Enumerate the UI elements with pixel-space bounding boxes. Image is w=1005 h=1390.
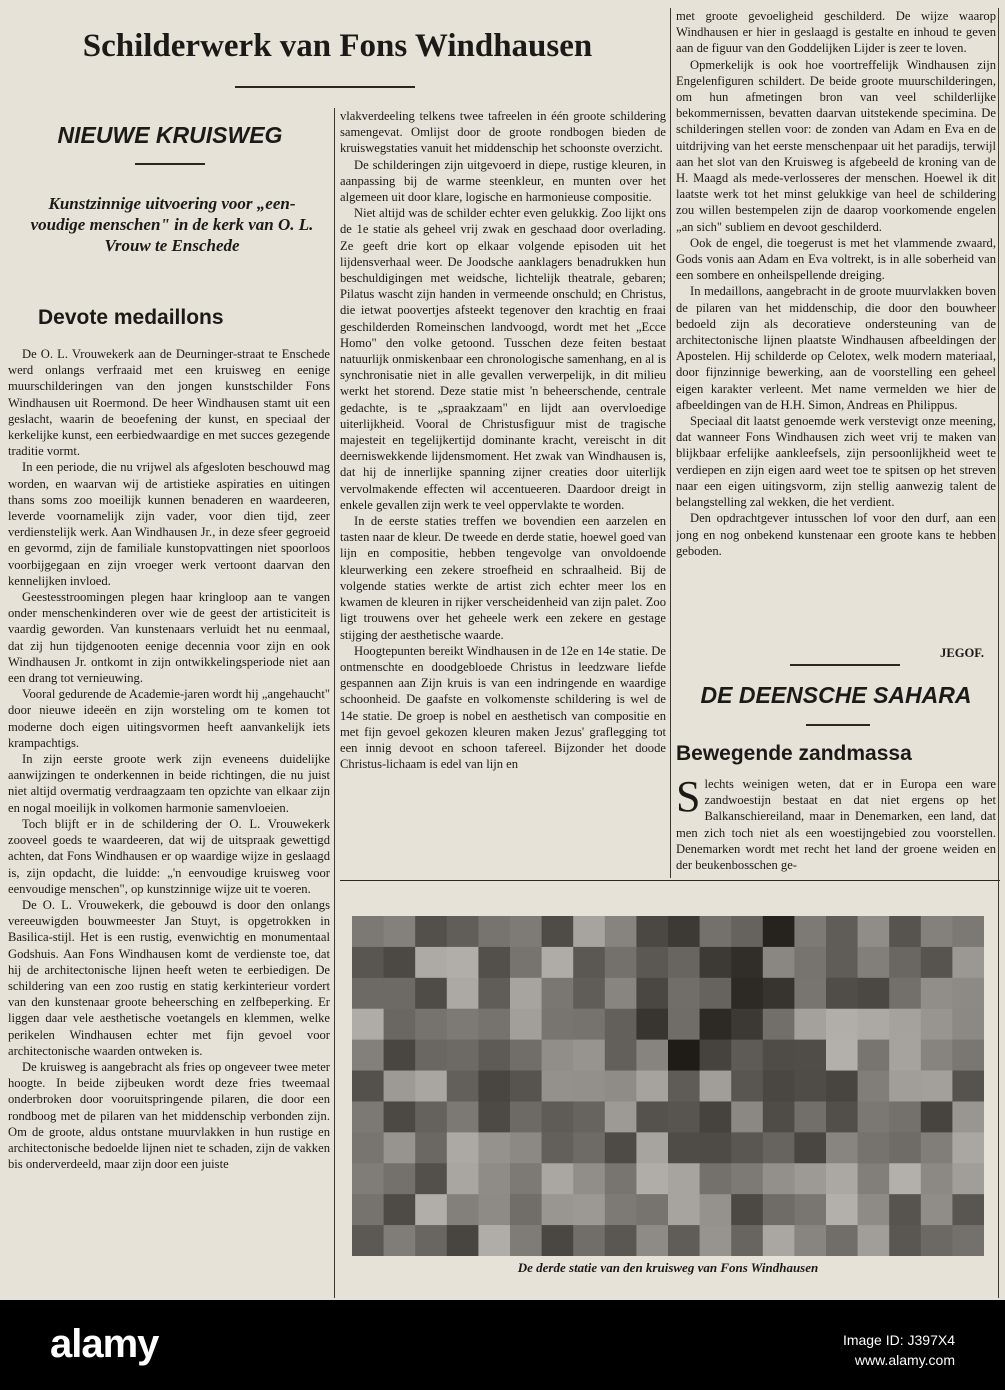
mosaic-tile [952, 1132, 984, 1163]
mosaic-tile [826, 978, 858, 1009]
mosaic-tile [352, 1071, 384, 1102]
mosaic-tile [510, 1009, 542, 1040]
mosaic-tile [794, 916, 826, 947]
mosaic-tile [605, 1040, 637, 1071]
mosaic-tile [889, 916, 921, 947]
mosaic-tile [542, 1101, 574, 1132]
mosaic-tile [384, 916, 416, 947]
mosaic-tile [668, 1009, 700, 1040]
mosaic-tile [605, 1101, 637, 1132]
mosaic-tile [447, 1040, 479, 1071]
mosaic-tile [636, 1225, 668, 1256]
mosaic-tile [573, 1071, 605, 1102]
mosaic-tile [826, 1163, 858, 1194]
mosaic-tile [605, 978, 637, 1009]
mosaic-tile [415, 1163, 447, 1194]
mosaic-tile [415, 1071, 447, 1102]
mosaic-tile [952, 1071, 984, 1102]
mosaic-tile [731, 1163, 763, 1194]
paragraph: Opmerkelijk is ook hoe voortreffelijk Windhausen zijn Engelenfiguren schildert. De beide groote muurschilderingen, om hun afmetingen bron van veel schilderlijke bekommernissen, bevatten daarvan uitstekende specimina. De schilderingen stellen voor: de zonden van Adam en Eva en de uitdrijving van het eerste menschenpaar uit het paradijs, terwijl aan het slot van den Kruisweg is afgebeeld de kroning van de H. Maagd als mede-verlosseres der menschen. Hoewel ik dit laatste werk tot het minst gelukkige van heel de schildering zou willen bestempelen zijn de daarop voorkomende engelen „an sich" subliem en devoot geschilderd. [676, 57, 996, 234]
photo-caption: De derde statie van den kruisweg van Fons Windhausen [517, 1260, 819, 1275]
mosaic-tile [921, 978, 953, 1009]
kicker-deensche-sahara: DE DEENSCHE SAHARA [700, 682, 972, 708]
mosaic-tile [384, 1225, 416, 1256]
kicker-rule [806, 724, 870, 726]
mosaic-tile [668, 916, 700, 947]
mosaic-tile [826, 1040, 858, 1071]
mosaic-tile [478, 916, 510, 947]
article-column-2 [340, 108, 666, 878]
paragraph: Toch blijft er in de schildering der O. L. Vrouwekerk zooveel goeds te waardeeren, dat wij de uitspraak gewettigd achten, dat Fons Windhausen er op waardige wijze in geslaagd is, zijn opdacht, die luidde: „'n eenvoudige kruisweg voor eenvoudige menschen", op kunstzinnige wijze uit te voeren. [8, 816, 330, 896]
mosaic-tile [858, 1071, 890, 1102]
mosaic-tile [763, 1009, 795, 1040]
mosaic-tile [889, 1132, 921, 1163]
article-column-3 [676, 8, 996, 642]
mosaic-tile [573, 1132, 605, 1163]
mosaic-tile [636, 978, 668, 1009]
mosaic-tile [921, 1040, 953, 1071]
mosaic-tile [542, 916, 574, 947]
mosaic-tile [763, 1225, 795, 1256]
mosaic-tile [826, 1132, 858, 1163]
mosaic-tile [731, 916, 763, 947]
mosaic-tile [605, 1225, 637, 1256]
mosaic-tile [352, 1101, 384, 1132]
drop-cap: S [676, 776, 701, 821]
mosaic-tile [573, 916, 605, 947]
mosaic-tile [636, 1132, 668, 1163]
mosaic-tile [384, 1071, 416, 1102]
article-column-1 [8, 346, 330, 1300]
mosaic-tile [605, 1071, 637, 1102]
mosaic-tile [731, 1040, 763, 1071]
mosaic-tile [668, 1225, 700, 1256]
mosaic-tile [352, 978, 384, 1009]
mosaic-tile [668, 1040, 700, 1071]
mosaic-tile [636, 1194, 668, 1225]
mosaic-tile [384, 1009, 416, 1040]
kicker-nieuwe-kruisweg: NIEUWE KRUISWEG [57, 122, 283, 148]
mosaic-tile [794, 1101, 826, 1132]
mosaic-tile [889, 1225, 921, 1256]
mosaic-tile [542, 1163, 574, 1194]
mosaic-tile [573, 1163, 605, 1194]
mosaic-tile [921, 1132, 953, 1163]
mosaic-tile [384, 947, 416, 978]
mosaic-tile [605, 1132, 637, 1163]
mosaic-tile [731, 978, 763, 1009]
mosaic-tile [573, 1225, 605, 1256]
mosaic-tile [731, 1194, 763, 1225]
mosaic-tile [700, 1163, 732, 1194]
mosaic-tile [415, 1225, 447, 1256]
mosaic-tile [605, 1009, 637, 1040]
mosaic-tile [573, 1194, 605, 1225]
mosaic-tile [636, 1040, 668, 1071]
image-url: www.alamy.com [854, 1352, 955, 1368]
mosaic-tile [352, 947, 384, 978]
mosaic-tile [478, 1225, 510, 1256]
mosaic-tile [763, 1071, 795, 1102]
mosaic-tile [921, 947, 953, 978]
mosaic-tile [952, 1009, 984, 1040]
mosaic-tile [921, 1101, 953, 1132]
paragraph: met groote gevoeligheid geschilderd. De wijze waarop Windhausen er hier in geslaagd is gestalte en inhoud te geven aan de figuur van den Goddelijken Lijder is zeer te loven. [676, 9, 996, 56]
mosaic-tile [700, 1194, 732, 1225]
mosaic-tile [384, 978, 416, 1009]
mosaic-tile [510, 1132, 542, 1163]
mosaic-tile [478, 947, 510, 978]
mosaic-tile [384, 1040, 416, 1071]
subhead-devote-medaillons: Devote medaillons [38, 306, 224, 329]
mosaic-tile [700, 1225, 732, 1256]
mosaic-tile [826, 1009, 858, 1040]
subhead-bewegende-zandmassa: Bewegende zandmassa [676, 742, 912, 765]
mosaic-tile [636, 947, 668, 978]
mosaic-tile [668, 1101, 700, 1132]
mosaic-tile [510, 1101, 542, 1132]
paragraph: lechts weinigen weten, dat er in Europa een ware zandwoestijn bestaat en dat niet ergens op het Balkanschiereiland, maar in Denemarken, een land, dat men zich toch niet als een woestijngebied zou voorstellen. Denemarken wordt met recht het land der groene weiden en der beukenbosschen ge- [676, 777, 996, 873]
mosaic-tile [731, 1071, 763, 1102]
mosaic-tile [889, 1101, 921, 1132]
mosaic-tile [889, 1194, 921, 1225]
mosaic-tile [858, 947, 890, 978]
paragraph: Geestesstroomingen plegen haar kringloop aan te vangen onder menschenkinderen over wie de geest der artisticiteit is vaardig geworden. Van kunstenaars verluidt het nu eenmaal, dat zij hun tijdgenooten eenige decennia voor zijn en ook Windhausen Jr. ontkomt in zijn ontwikkelingsperiode niet aan een drang tot vernieuwing. [8, 590, 330, 686]
mosaic-tile [858, 1163, 890, 1194]
mosaic-tile [415, 1194, 447, 1225]
mosaic-tile [352, 1163, 384, 1194]
mosaic-tile [510, 1040, 542, 1071]
mosaic-tile [605, 1194, 637, 1225]
mosaic-tile [542, 1225, 574, 1256]
mosaic-tile [352, 916, 384, 947]
mosaic-tile [858, 1194, 890, 1225]
mosaic-tile [478, 1163, 510, 1194]
mosaic-tile [478, 1071, 510, 1102]
column-divider [334, 108, 335, 1298]
mosaic-tile [384, 1132, 416, 1163]
paragraph: De O. L. Vrouwekerk, die gebouwd is door den onlangs vereeuwigden bouwmeester Jan Stuyt, is opgetrokken in Basilica-stijl. Het is een rustig, evenwichtig en monumentaal Godshuis. Aan Fons Windhausen komt de verdienste toe, dat hij de architectonische lijnen heeft weten te eerbiedigen. De schildering van een zoo rustig en statig kerkinterieur vordert van den kunstenaar groote beheersching en zelfbeperking. Er liggen daar vele aesthetische voetangels en klemmen, welke perikelen Windhausen echter met fijn gevoel voor architectonische waarden ontweken is. [8, 897, 330, 1058]
mosaic-tile [510, 978, 542, 1009]
mosaic-tile [763, 1040, 795, 1071]
paragraph: De O. L. Vrouwekerk aan de Deurninger-straat te Enschede werd onlangs verfraaid met een kruisweg en eenige muurschilderingen van den jongen kunstschilder Fons Windhausen uit Roermond. De heer Windhausen stamt uit een geslacht, waarin de beoefening der kunst, en speciaal der kerkelijke kunst, een eerbiedwaardige en met succes gezegende traditie vormt. [8, 347, 330, 459]
mosaic-tile [352, 1040, 384, 1071]
mosaic-tile [826, 1225, 858, 1256]
mosaic-tile [763, 1194, 795, 1225]
paragraph: In de eerste staties treffen we bovendien een aarzelen en tasten naar de kleur. De tweede en derde statie, hoewel goed van lijn en compositie, hebben tengevolge van onvoldoende kleurwerking een zekere stroefheid en schraalheid. Bij de volgende staties werkte de artist zich echter meer los en kwamen de kleuren in rijker verscheidenheid van zijn palet. Zoo ligt trouwens over het geheele werk een zekere en gestage stijging der aesthetische waarde. [340, 514, 666, 642]
mosaic-tile [510, 1194, 542, 1225]
mosaic-tile [415, 916, 447, 947]
mosaic-tile [763, 1101, 795, 1132]
mosaic-tile [605, 947, 637, 978]
alamy-logo: alamy [50, 1322, 159, 1366]
mosaic-tile [921, 1009, 953, 1040]
mosaic-tile [542, 1194, 574, 1225]
paragraph: vlakverdeeling telkens twee tafreelen in één groote schildering samengevat. Omlijst door de groote rondbogen bieden de kruiswegstaties vanuit het middenschip het schoonste overzicht. [340, 109, 666, 156]
article-signature: JEGOF. [940, 646, 984, 660]
article-intro: Kunstzinnige uitvoering voor „een- voudige menschen" in de kerk van O. L. Vrouw te Enschede [30, 194, 314, 255]
paragraph: Niet altijd was de schilder echter even gelukkig. Zoo lijkt ons de 1e statie als geheel vrij zwak en geschaad door overlading. Ze geeft drie kort op elkaar volgende episoden uit het lijdensverhaal weer. De Joodsche aanklagers benadrukken hun beschuldigingen met weidsche, lichtelijk theatrale, gebaren; Pilatus wascht zijn handen in vermeende onschuld; en Christus, die ietwat poovertjes afsteekt tegenover den krachtig en fraai geschilderden Romeinschen landvoogd, wordt met het „Ecce Homo" den volke getoond. Tusschen deze feiten bestaat natuurlijk onmiskenbaar een chronologische samenhang, en al is synchronisatie niet in alle gevallen verwerpelijk, in dit milieu werkt het storend. Deze statie mist 'n beheerschende, centrale gedachte, is te „spraakzaam" en lijdt aan overvloedige uiterlijkheid. Vooral de Christusfiguur mist de tragische majesteit en tegelijkertijd dominante kracht, vereischt in dit deerniswekkende lijdensmoment. Het zwak van Windhausen is, dat hij de innerlijke spanning zijner creaties door uiterlijk vervolmakende effecten wil accentueeren. Daardoor dreigt in enkele gevallen zijn werk te veel oppervlakte te worden. [340, 206, 666, 512]
mosaic-tile [542, 1040, 574, 1071]
photo-top-rule [340, 880, 1000, 881]
mosaic-tile [478, 1132, 510, 1163]
mosaic-tile [636, 1163, 668, 1194]
section-divider [790, 664, 900, 666]
mosaic-tile [952, 947, 984, 978]
mosaic-tile [952, 1163, 984, 1194]
mosaic-tile [858, 1225, 890, 1256]
mosaic-tile [573, 947, 605, 978]
mosaic-tile [542, 1132, 574, 1163]
headline-rule [235, 86, 415, 88]
column-divider [670, 8, 671, 878]
paragraph: In zijn eerste groote werk zijn eveneens duidelijke aanwijzingen te onderkennen in beide richtingen, die nu juist niet altijd overmatig verdraagzaam ten opzichte van elkaar zijn en nogal moeilijk in volkomen harmonie samenvloeien. [8, 752, 330, 815]
mosaic-tile [542, 1009, 574, 1040]
mosaic-tile [763, 978, 795, 1009]
mosaic-tile [952, 978, 984, 1009]
mosaic-tile [731, 1009, 763, 1040]
mosaic-tile [763, 1163, 795, 1194]
mosaic-tile [952, 1040, 984, 1071]
paragraph: In een periode, die nu vrijwel als afgesloten beschouwd mag worden, en waarvan wij de artistieke aspiraties en uitingen thans soms zoo moeilijk kunnen benaderen en waardeeren, leverde voornamelijk zijn vader, voor dien tijd, zeer verdienstelijk werk. Aan Windhausen Jr., in deze sfeer gegroeid en gevormd, zijn de familiale kunstopvattingen niet spoorloos voorbijgegaan en zijn vroeger werk vertoont daarvan den kennelijken invloed. [8, 460, 330, 588]
mosaic-tile [447, 916, 479, 947]
mosaic-tile [700, 1101, 732, 1132]
mosaic-tile [352, 1225, 384, 1256]
mosaic-tile [731, 1225, 763, 1256]
paragraph: Hoogtepunten bereikt Windhausen in de 12e en 14e statie. De ontmenschte en doodgebloede Christus in leedzware liefde gespannen aan Zijn kruis is van een indringende en waardige schoonheid. De gaafste en volkomenste schildering is wel de 14e statie. De groep is nobel en aesthetisch van compositie en met fijn gevoel gekozen kleuren maken Jezus' graflegging tot een innig devoot en schoon tafereel. Bijzonder het doode Christus-lichaam is edel van lijn en [340, 643, 666, 772]
mosaic-tile [952, 1101, 984, 1132]
mosaic-tile [826, 1194, 858, 1225]
kicker-rule [135, 163, 205, 165]
mosaic-tile [889, 1009, 921, 1040]
mosaic-tile [794, 1132, 826, 1163]
mosaic-tile [447, 978, 479, 1009]
mosaic-tile [858, 1009, 890, 1040]
mosaic-tile [447, 947, 479, 978]
mosaic-tile [415, 1132, 447, 1163]
mosaic-tile [415, 1040, 447, 1071]
mosaic-tile [510, 916, 542, 947]
mosaic-tile [794, 1040, 826, 1071]
mosaic-tile [573, 1009, 605, 1040]
mosaic-tile [952, 1194, 984, 1225]
image-id-line: Image ID: J397X4 [842, 1332, 955, 1348]
paragraph: De kruisweg is aangebracht als fries op ongeveer twee meter hoogte. In beide zijbeuken wordt deze fries tweemaal onderbroken door vooruitspringende pilaren, die door een rondboog met de pilaren van het middenschip verbonden zijn. Om de groote, aldus ontstane muurvlakken in hun rustige en architectonische bedoelde lijnen niet te schaden, zijn de vakken bis onderverdeeld, maar zijn door een juiste [8, 1059, 330, 1172]
mosaic-tile [889, 1071, 921, 1102]
mosaic-tile [700, 1071, 732, 1102]
mosaic-tile [447, 1225, 479, 1256]
mosaic-tile [952, 1225, 984, 1256]
paragraph: Ook de engel, die toegerust is met het vlammende zwaard, Gods vonis aan Adam en Eva voltrekt, is in alle soberheid van een sombere en onheilspellende dreiging. [676, 235, 996, 283]
mosaic-tile [763, 1132, 795, 1163]
mosaic-tile [700, 1009, 732, 1040]
mosaic-tile [384, 1101, 416, 1132]
mosaic-tile [384, 1194, 416, 1225]
mosaic-tile [921, 1194, 953, 1225]
mosaic-tile [668, 1194, 700, 1225]
mosaic-tile [858, 978, 890, 1009]
mosaic-tile [447, 1163, 479, 1194]
mosaic-tile [794, 1225, 826, 1256]
mosaic-tile [636, 1101, 668, 1132]
mosaic-tile [447, 1101, 479, 1132]
mosaic-tile [668, 1071, 700, 1102]
mosaic-tile [921, 1225, 953, 1256]
paragraph: Speciaal dit laatst genoemde werk verstevigt onze meening, dat wanneer Fons Windhausen zich weet vrij te maken van blijkbaar erfelijke aankleefsels, zijn persoonlijkheid weet te verdiepen en zijn eigen aard weet toe te spitsen op het streven naar een eigen uitingsvorm, zijn stellig aanwezig talent de belangstelling zal wekken, die het verdient. [676, 414, 996, 510]
mosaic-tile [858, 1101, 890, 1132]
mosaic-tile [889, 978, 921, 1009]
mosaic-tile [415, 1101, 447, 1132]
mosaic-tile [794, 1194, 826, 1225]
mosaic-tile [794, 947, 826, 978]
pixelated-photo [352, 916, 984, 1256]
mosaic-tile [794, 1163, 826, 1194]
mosaic-tile [384, 1163, 416, 1194]
mosaic-tile [510, 947, 542, 978]
paragraph: In medaillons, aangebracht in de groote muurvlakken boven de pilaren van het middenschip, die door den bouwheer bedoeld zijn als decoratieve ondersteuning van de architectonische lijnen plaatste Windhausen afbeeldingen der Apostelen. Hij schilderde op Celotex, welk modern materiaal, door fijnzinnige bewerking, aan de voorstelling een geheel eigen karakter verleent. Met name vermelden we hier de afbeeldingen van de H.H. Simon, Andreas en Philippus. [676, 284, 996, 412]
mosaic-tile [542, 978, 574, 1009]
mosaic-tile [700, 1132, 732, 1163]
mosaic-tile [352, 1009, 384, 1040]
mosaic-tile [636, 1071, 668, 1102]
mosaic-tile [636, 916, 668, 947]
mosaic-tile [573, 1101, 605, 1132]
mosaic-tile [447, 1194, 479, 1225]
mosaic-tile [858, 1132, 890, 1163]
mosaic-tile [668, 978, 700, 1009]
watermark-banner [0, 1300, 1005, 1390]
mosaic-tile [921, 1071, 953, 1102]
mosaic-tile [921, 1163, 953, 1194]
mosaic-tile [731, 947, 763, 978]
mosaic-tile [668, 1163, 700, 1194]
mosaic-tile [826, 916, 858, 947]
mosaic-tile [794, 1009, 826, 1040]
mosaic-tile [889, 947, 921, 978]
article-column-sahara [676, 776, 996, 876]
mosaic-tile [731, 1101, 763, 1132]
mosaic-tile [921, 916, 953, 947]
mosaic-tile [763, 947, 795, 978]
mosaic-tile [700, 947, 732, 978]
mosaic-tile [668, 947, 700, 978]
mosaic-tile [858, 1040, 890, 1071]
mosaic-tile [415, 947, 447, 978]
mosaic-tile [447, 1071, 479, 1102]
mosaic-tile [510, 1225, 542, 1256]
mosaic-tile [478, 978, 510, 1009]
mosaic-tile [636, 1009, 668, 1040]
mosaic-tile [447, 1132, 479, 1163]
mosaic-tile [700, 916, 732, 947]
mosaic-tile [352, 1194, 384, 1225]
mosaic-tile [605, 916, 637, 947]
mosaic-tile [826, 947, 858, 978]
mosaic-tile [700, 978, 732, 1009]
mosaic-tile [763, 916, 795, 947]
mosaic-tile [952, 916, 984, 947]
mosaic-tile [826, 1071, 858, 1102]
paragraph: Den opdrachtgever intusschen lof voor den durf, aan een jong en nog onbekend kunstenaar een groote kans te hebben geboden. [676, 511, 996, 558]
mosaic-tile [700, 1040, 732, 1071]
mosaic-tile [478, 1101, 510, 1132]
mosaic-tile [826, 1101, 858, 1132]
paragraph: Vooral gedurende de Academie-jaren wordt hij „angehaucht" door nieuwe ideeën en zijn worsteling om te komen tot moderne doch eigen uitingsvormen heeft aanvankelijk iets krampachtigs. [8, 687, 330, 750]
mosaic-tile [668, 1132, 700, 1163]
photo-mosaic [352, 916, 984, 1256]
paragraph: De schilderingen zijn uitgevoerd in diepe, rustige kleuren, in aanpassing bij de warme steenkleur, en munten over het algemeen uit door klare, logische en harmonieuse compositie. [340, 157, 666, 205]
mosaic-tile [542, 1071, 574, 1102]
mosaic-tile [415, 978, 447, 1009]
right-edge-line [998, 8, 999, 1298]
mosaic-tile [415, 1009, 447, 1040]
image-id [843, 1330, 955, 1370]
mosaic-tile [510, 1163, 542, 1194]
mosaic-tile [794, 1071, 826, 1102]
mosaic-tile [731, 1132, 763, 1163]
mosaic-tile [605, 1163, 637, 1194]
mosaic-tile [478, 1194, 510, 1225]
mosaic-tile [889, 1040, 921, 1071]
mosaic-tile [858, 916, 890, 947]
mosaic-tile [889, 1163, 921, 1194]
mosaic-tile [573, 978, 605, 1009]
mosaic-tile [542, 947, 574, 978]
mosaic-tile [478, 1009, 510, 1040]
mosaic-tile [478, 1040, 510, 1071]
mosaic-tile [510, 1071, 542, 1102]
mosaic-tile [573, 1040, 605, 1071]
mosaic-tile [352, 1132, 384, 1163]
mosaic-tile [794, 978, 826, 1009]
mosaic-tile [447, 1009, 479, 1040]
headline: Schilderwerk van Fons Windhausen [82, 28, 593, 64]
